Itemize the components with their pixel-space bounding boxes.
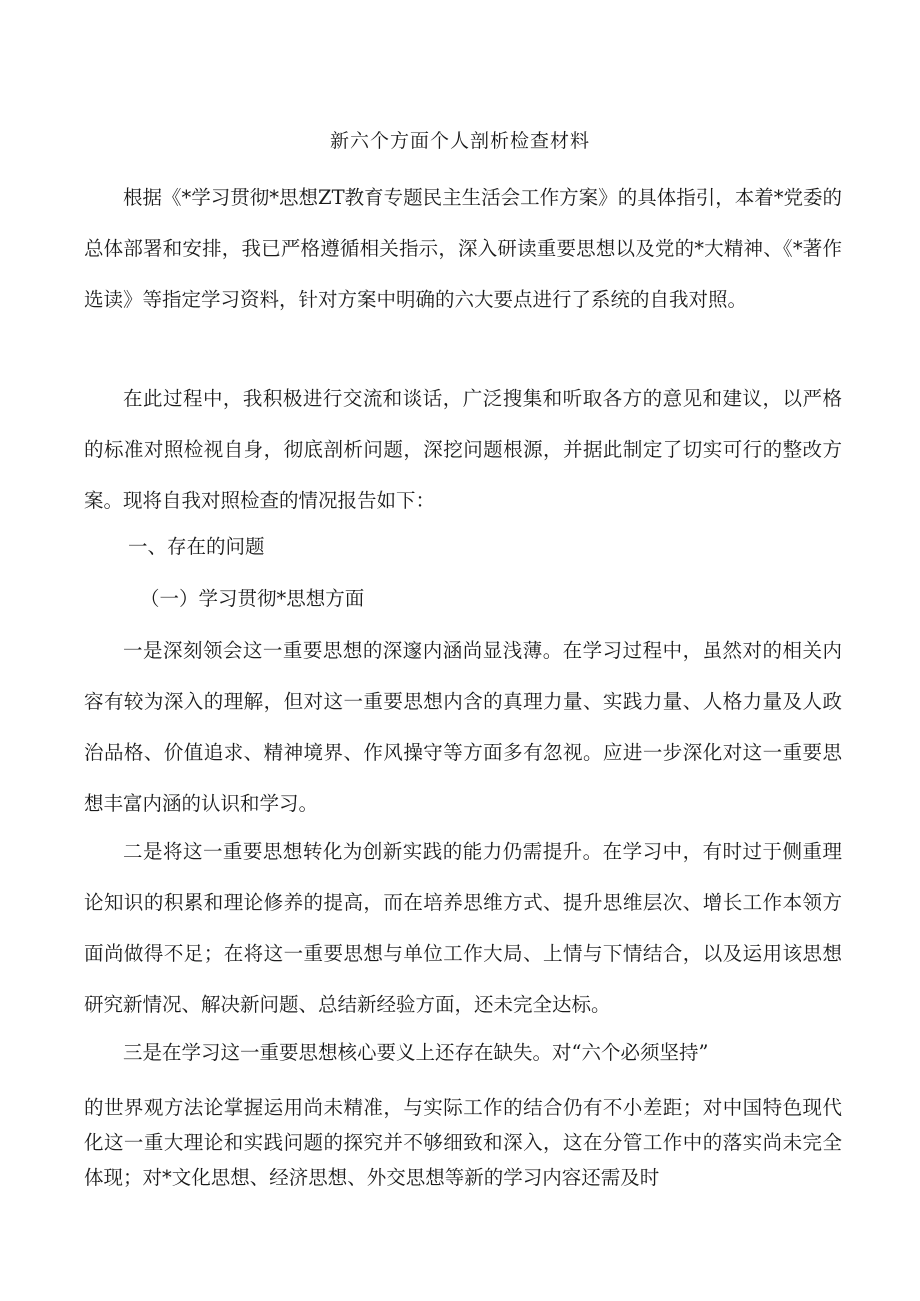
process-paragraph: 在此过程中，我积极进行交流和谈话，广泛搜集和听取各方的意见和建议，以严格的标准对照检视自身，彻底剖析问题，深挖问题根源，并据此制定了切实可行的整改方案。现将自我对照检查的情况报告如下： [84, 387, 842, 512]
document-title: 新六个方面个人剖析检查材料 [329, 130, 590, 152]
intro-paragraph: 根据《*学习贯彻*思想ZT教育专题民主生活会工作方案》的具体指引，本着*党委的总体部署和安排，我已严格遵循相关指示，深入研读重要思想以及党的*大精神、《*著作选读》等指定学习资料，针对方案中明确的六大要点进行了系统的自我对照。 [84, 186, 842, 311]
point-two-paragraph: 二是将这一重要思想转化为创新实践的能力仍需提升。在学习中，有时过于侧重理论知识的积累和理论修养的提高，而在培养思维方式、提升思维层次、增长工作本领方面尚做得不足；在将这一重要思想与单位工作大局、上情与下情结合，以及运用该思想研究新情况、解决新问题、总结新经验方面，还未完全达标。 [84, 840, 842, 1016]
subsection-heading: （一）学习贯彻*思想方面 [140, 587, 365, 610]
point-three-paragraph-start: 三是在学习这一重要思想核心要义上还存在缺失。对“六个必须坚持” [123, 1041, 709, 1064]
point-one-paragraph: 一是深刻领会这一重要思想的深邃内涵尚显浅薄。在学习过程中，虽然对的相关内容有较为深入的理解，但对这一重要思想内含的真理力量、实践力量、人格力量及人政治品格、价值追求、精神境界、作风操守等方面多有忽视。应进一步深化对这一重要思想丰富内涵的认识和学习。 [84, 639, 842, 815]
point-three-paragraph-rest: 的世界观方法论掌握运用尚未精准，与实际工作的结合仍有不小差距；对中国特色现代化这一重大理论和实践问题的探究并不够细致和深入，这在分管工作中的落实尚未完全体现；对*文化思想、经济思想、外交思想等新的学习内容还需及时 [84, 1096, 842, 1189]
section-heading: 一、存在的问题 [128, 535, 265, 558]
